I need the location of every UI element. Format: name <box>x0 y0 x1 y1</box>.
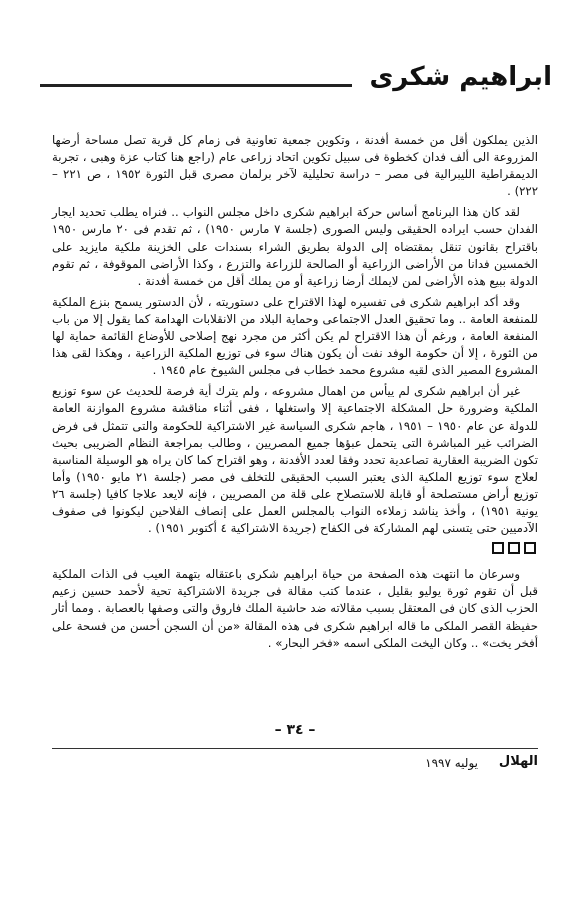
issue-date: يوليه ١٩٩٧ <box>425 756 478 770</box>
header-rule <box>40 84 352 87</box>
paragraph: وسرعان ما انتهت هذه الصفحة من حياة ابراهيم شكرى باعتقاله بتهمة العيب فى الذات الملكية قبل أن تقوم ثورة يوليو بقليل ، عندما كتب مقالة فى جريدة الاشتراكية تحية لأحمد حسين زعيم الحزب الذى كان فى المعتقل بسبب مقالاته ضد حاشية الملك فاروق والتى وصفها بالعصابة . ومما أثار حفيظة القصر الملكى ما قاله ابراهيم شكرى فى هذه المقالة «من أن السجن أحسن من فسحة على أفخر يخت» .. وكان اليخت الملكى اسمه «فخر البحار» . <box>52 567 538 650</box>
separator-box-icon <box>524 542 536 554</box>
page-footer <box>52 722 538 782</box>
paragraph: الذين يملكون أقل من خمسة أفدنة ، وتكوين جمعية تعاونية فى زمام كل قرية تصل مساحة أرضها المزروعة الى ألف فدان كخطوة فى سبيل تكوين اتحاد زراعى عام (راجع هنا كتاب عزة وهبى ، تجربة الديمقراطية الليبرالية فى مصر – دراسة تحليلية لآخر برلمان مصرى قبل الثورة ١٩٥٢ ، ص ٢٢١ – ٢٢٢) . <box>52 133 538 199</box>
footer-rule <box>52 748 538 749</box>
paragraph: وقد أكد ابراهيم شكرى فى تفسيره لهذا الاقتراح على دستوريته ، لأن الدستور يسمح بنزع الملكية للمنفعة العامة .. وما تحقيق العدل الاجتماعى وحماية البلاد من الانقلابات الهدامة كما يقول إلا من باب المنفعة العامة ، ورغم أن هذا الاقتراح لم يكن أكثر من مجرد نهج إصلاحى للأوضاع القائمة حماية لها من الثورة ، إلا أن حكومة الوفد نفت أن يكون هناك سوء فى توزيع الملكية الزراعية ، وهكذا لقى هذا المشروع المصير الذى لقيه مشروع محمد خطاب فى مجلس الشيوخ عام ١٩٤٥ . <box>52 294 538 378</box>
page-number: – ٣٤ – <box>274 722 316 738</box>
page-body <box>52 132 538 656</box>
section-separator <box>52 542 538 559</box>
page-header <box>40 62 552 102</box>
magazine-logo: الهلال <box>498 754 538 769</box>
separator-box-icon <box>492 542 504 554</box>
header-title: ابراهيم شكرى <box>369 62 552 92</box>
separator-box-icon <box>508 542 520 554</box>
paragraph: لقد كان هذا البرنامج أساس حركة ابراهيم شكرى داخل مجلس النواب .. فنراه يطلب تحديد ايجار الفدان حسب ايراده الحقيقى وليس الصورى (جلسة ٧ مارس ١٩٥٠) ، ثم تقدم فى ٢٠ مارس ١٩٥٠ باقتراح بقانون تنقل بمقتضاه إلى الدولة بطريق الشراء بسندات على الخزينة ملكية مايزيد على الخمسين فدانا من الأراضى الزراعية أو الصالحة للزراعة والتزرع ، وكذا الأراضى الموقوفة ، ثم تقوم الدولة ببيع هذه الأراضى لمن لايملك أرضا زراعية أو من يملك أقل من خمسة أفدنة . <box>52 205 539 288</box>
paragraph: غير أن ابراهيم شكرى لم ييأس من اهمال مشروعه ، ولم يترك أية فرصة للحديث عن سوء توزيع الملكية وضرورة حل المشكلة الاجتماعية إلا واستغلها ، ففى أثناء مناقشة مشروع الموازنة العامة للدولة عن عام ١٩٥٠ – ١٩٥١ ، هاجم شكرى السياسة غير الاشتراكية للحكومة والتى تتمثل فى فرض الضرائب غير المباشرة التى يتحمل عبؤها جميع المصريين ، وطالب بمراجعة النظام الضريبى بحيث تكون الضريبة العقارية تصاعدية تحدد وفقا لعدد الأفدنة ، وهو اقتراح كما كان يراه هو الوسيلة المناسبة لعلاج سوء توزيع الملكية الذى يعتبر السبب الحقيقى للتخلف فى مصر (جلسة ٢١ مايو ١٩٥٠) وأما توزيع أراض مستصلحة أو قابلة للاستصلاح على قلة من المصريين ، فإنه لايعد علاجا كافيا (جلسة ٢٦ يونية ١٩٥١) ، وأخذ يناشد زملاءه النواب بالمجلس العمل على إنصاف الفلاحين ليكونوا فى صفوف الآدميين حتى يتسنى لهم المشاركة فى الكفاح (جريدة الاشتراكية ٤ أكتوبر ١٩٥١) . <box>52 384 538 536</box>
